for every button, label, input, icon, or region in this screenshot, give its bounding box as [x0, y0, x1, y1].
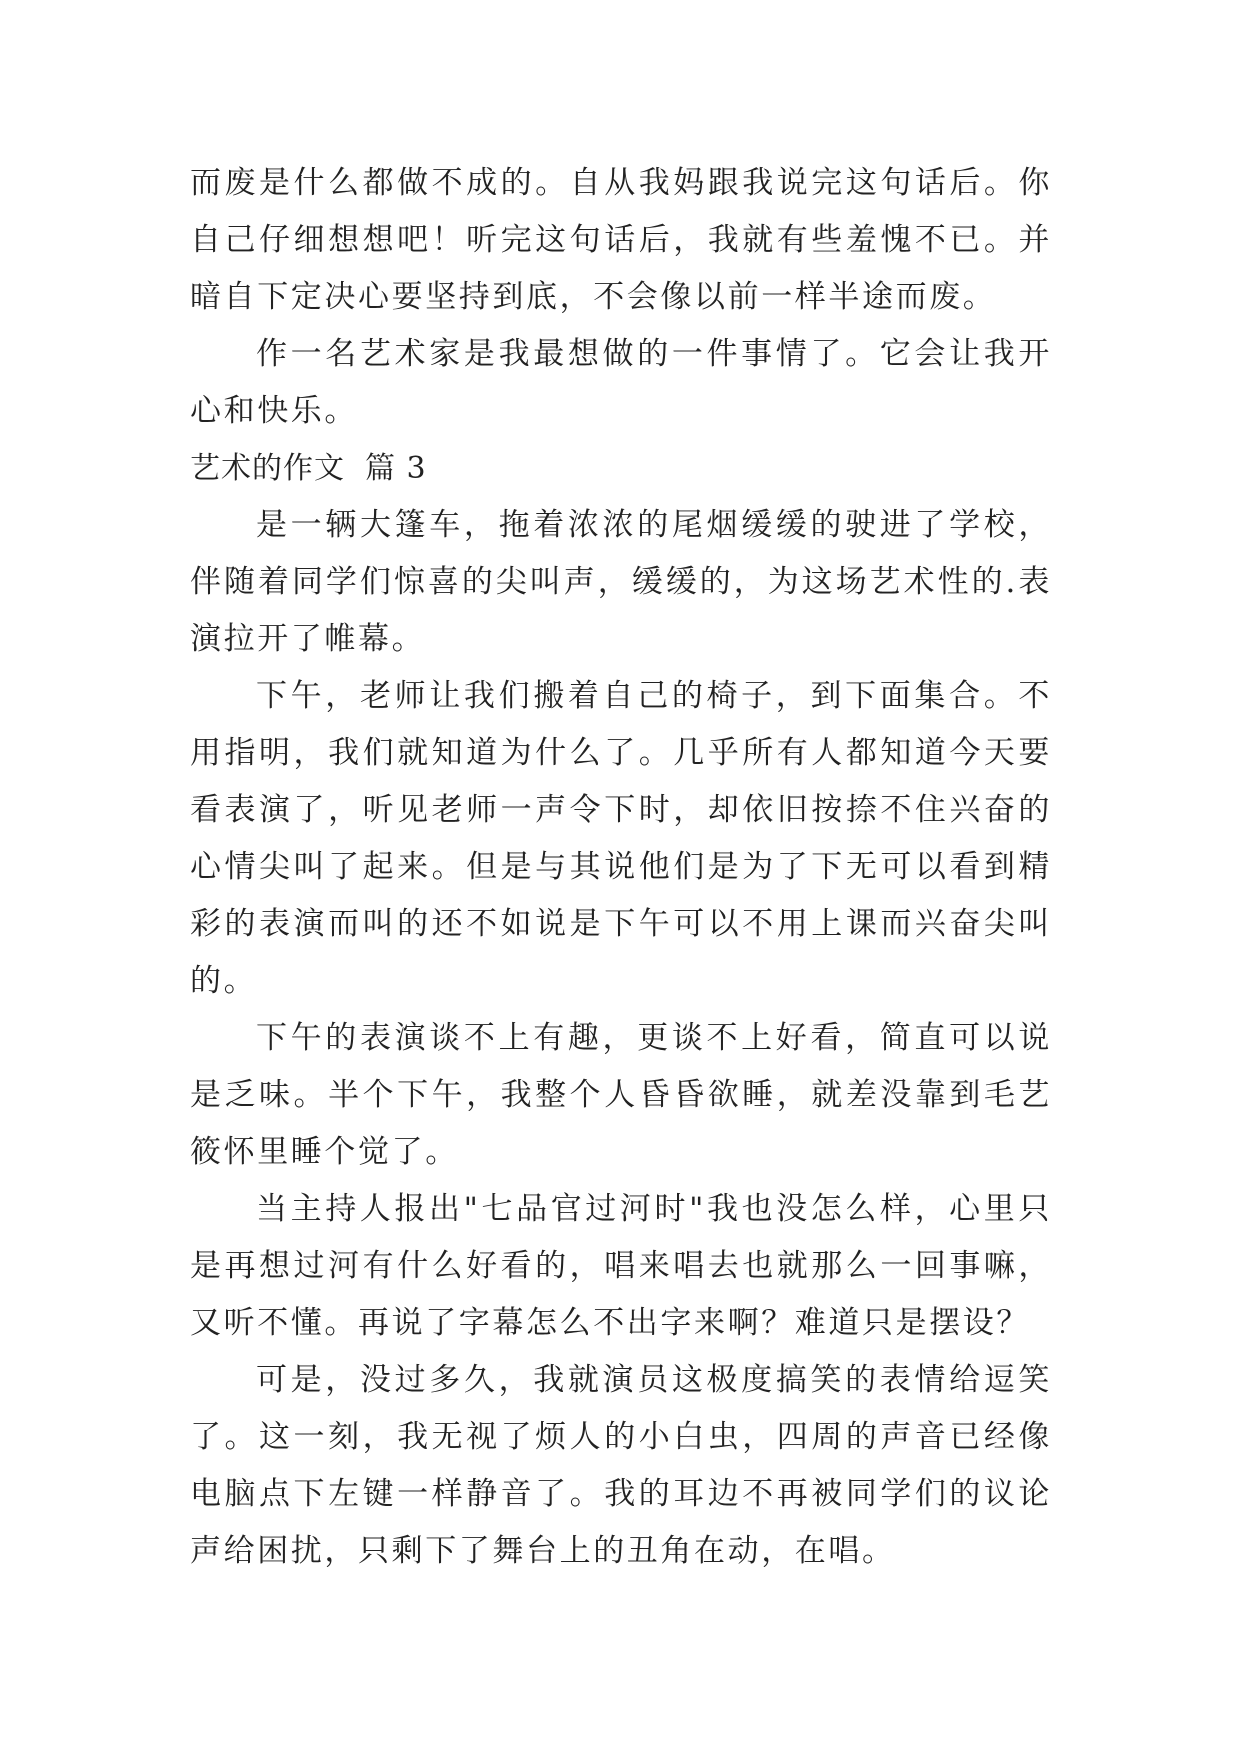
- paragraph-boring-show: 下午的表演谈不上有趣，更谈不上好看，简直可以说是乏味。半个下午，我整个人昏昏欲睡，就差没靠到毛艺筱怀里睡个觉了。: [190, 1020, 1052, 1170]
- paragraph-clown-performance: 可是，没过多久，我就演员这极度搞笑的表情给逗笑了。这一刻，我无视了烦人的小白虫，四周的声音已经像电脑点下左键一样静音了。我的耳边不再被同学们的议论声给困扰，只剩下了舞台上的丑角在动，在唱。: [190, 1362, 1052, 1569]
- paragraph-continuation: 而废是什么都做不成的。自从我妈跟我说完这句话后。你自己仔细想想吧！听完这句话后，我就有些羞愧不已。并暗自下定决心要坚持到底，不会像以前一样半途而废。: [190, 165, 1052, 315]
- paragraph-artist-wish: 作一名艺术家是我最想做的一件事情了。它会让我开心和快乐。: [190, 336, 1052, 429]
- document-body: [190, 155, 1052, 1580]
- paragraph-afternoon-gathering: 下午，老师让我们搬着自己的椅子，到下面集合。不用指明，我们就知道为什么了。几乎所有人都知道今天要看表演了，听见老师一声令下时，却依旧按捺不住兴奋的心情尖叫了起来。但是与其说他们是为了下无可以看到精彩的表演而叫的还不如说是下午可以不用上课而兴奋尖叫的。: [190, 678, 1052, 999]
- paragraph-caravan: 是一辆大篷车，拖着浓浓的尾烟缓缓的驶进了学校，伴随着同学们惊喜的尖叫声，缓缓的，为这场艺术性的.表演拉开了帷幕。: [190, 507, 1052, 657]
- paragraph-host-announcement: 当主持人报出"七品官过河时"我也没怎么样，心里只是再想过河有什么好看的，唱来唱去也就那么一回事嘛，又听不懂。再说了字幕怎么不出字来啊？难道只是摆设？: [190, 1191, 1052, 1341]
- heading-title: 艺术的作文: [190, 451, 345, 486]
- heading-section-number: 篇 3: [365, 451, 427, 486]
- section-heading: [190, 440, 1052, 497]
